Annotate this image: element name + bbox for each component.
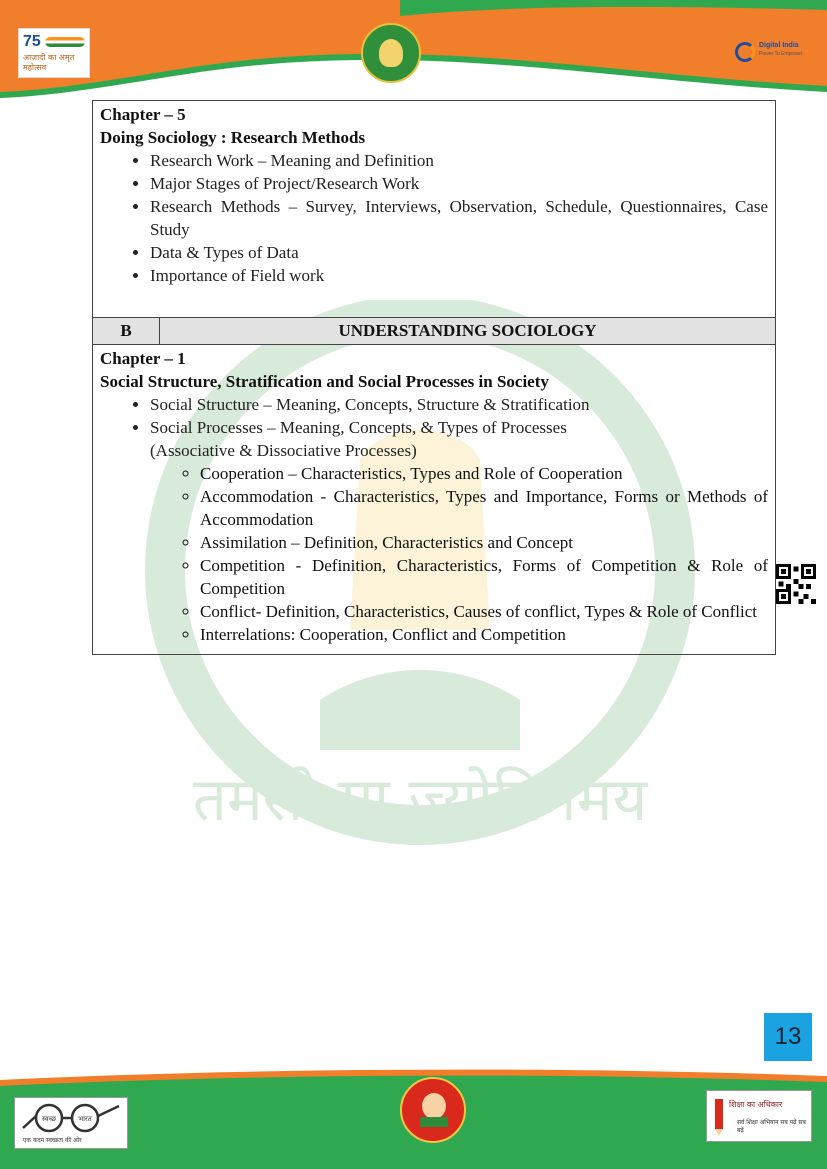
- chapter5-title: Doing Sociology : Research Methods: [100, 128, 366, 147]
- chapter1-sub-items: [100, 462, 768, 646]
- list-item: ◦ Competition - Definition, Characteristics, Forms of Competition & Role of Competition: [200, 554, 768, 600]
- digital-india-logo: Digital India Power To Empower: [735, 40, 805, 68]
- list-item: • Data & Types of Data: [150, 241, 768, 264]
- syllabus-table: [92, 100, 776, 655]
- svg-text:स्वच्छ: स्वच्छ: [41, 1115, 57, 1123]
- svg-text:भारत: भारत: [78, 1115, 92, 1123]
- list-item: • Importance of Field work: [150, 264, 768, 287]
- qr-code-icon[interactable]: [776, 564, 816, 604]
- list-item: [150, 416, 768, 462]
- swachh-bharat-logo: स्वच्छ भारत एक कदम स्वच्छता की ओर: [14, 1097, 128, 1149]
- emblem-icon: [361, 23, 421, 83]
- pencil-icon: [709, 1097, 729, 1137]
- section-b-header: [93, 318, 776, 345]
- list-item-text: Social Processes – Meaning, Concepts, & Types of Processes: [150, 418, 567, 437]
- chapter5-row: [93, 101, 776, 318]
- chapter1-bullets: [100, 393, 768, 462]
- list-item: ◦ Cooperation – Characteristics, Types and Role of Cooperation: [200, 462, 768, 485]
- list-item: ◦ Assimilation – Definition, Characteristics and Concept: [200, 531, 768, 554]
- digital-india-icon: [735, 42, 755, 62]
- list-item: • Research Work – Meaning and Definition: [150, 149, 768, 172]
- watermark-text: तमसो मा ज्योतिर्गमय: [192, 765, 648, 835]
- list-item: ◦ Interrelations: Cooperation, Conflict and Competition: [200, 623, 768, 646]
- list-item: • Social Structure – Meaning, Concepts, Structure & Stratification: [150, 393, 768, 416]
- page-number: 13: [764, 1013, 812, 1061]
- spectacles-icon: [15, 1098, 127, 1136]
- list-item: ◦ Conflict- Definition, Characteristics, Causes of conflict, Types & Role of Conflict: [200, 600, 768, 623]
- chapter1-row: [93, 345, 776, 655]
- chapter5-label: Chapter – 5: [100, 105, 186, 124]
- list-item: • Research Methods – Survey, Interviews, Observation, Schedule, Questionnaires, Case Study: [150, 195, 768, 241]
- chapter5-bullets: [100, 149, 768, 287]
- list-item: • Major Stages of Project/Research Work: [150, 172, 768, 195]
- chapter1-title: Social Structure, Stratification and Social Processes in Society: [100, 372, 549, 391]
- list-item-continuation: (Associative & Dissociative Processes): [150, 441, 417, 460]
- list-item: ◦ Accommodation - Characteristics, Types and Importance, Forms or Methods of Accommodation: [200, 485, 768, 531]
- section-title: UNDERSTANDING SOCIOLOGY: [160, 318, 776, 345]
- beti-bachao-logo: [400, 1077, 466, 1143]
- azadi-amrit-mahotsav-logo: 75 आज़ादी का अमृत महोत्सव: [18, 28, 90, 78]
- right-to-education-logo: शिक्षा का अधिकार सर्व शिक्षा अभियान सब पढ़ें सब बढ़ें: [706, 1090, 812, 1142]
- chapter1-label: Chapter – 1: [100, 349, 186, 368]
- section-letter: B: [93, 318, 160, 345]
